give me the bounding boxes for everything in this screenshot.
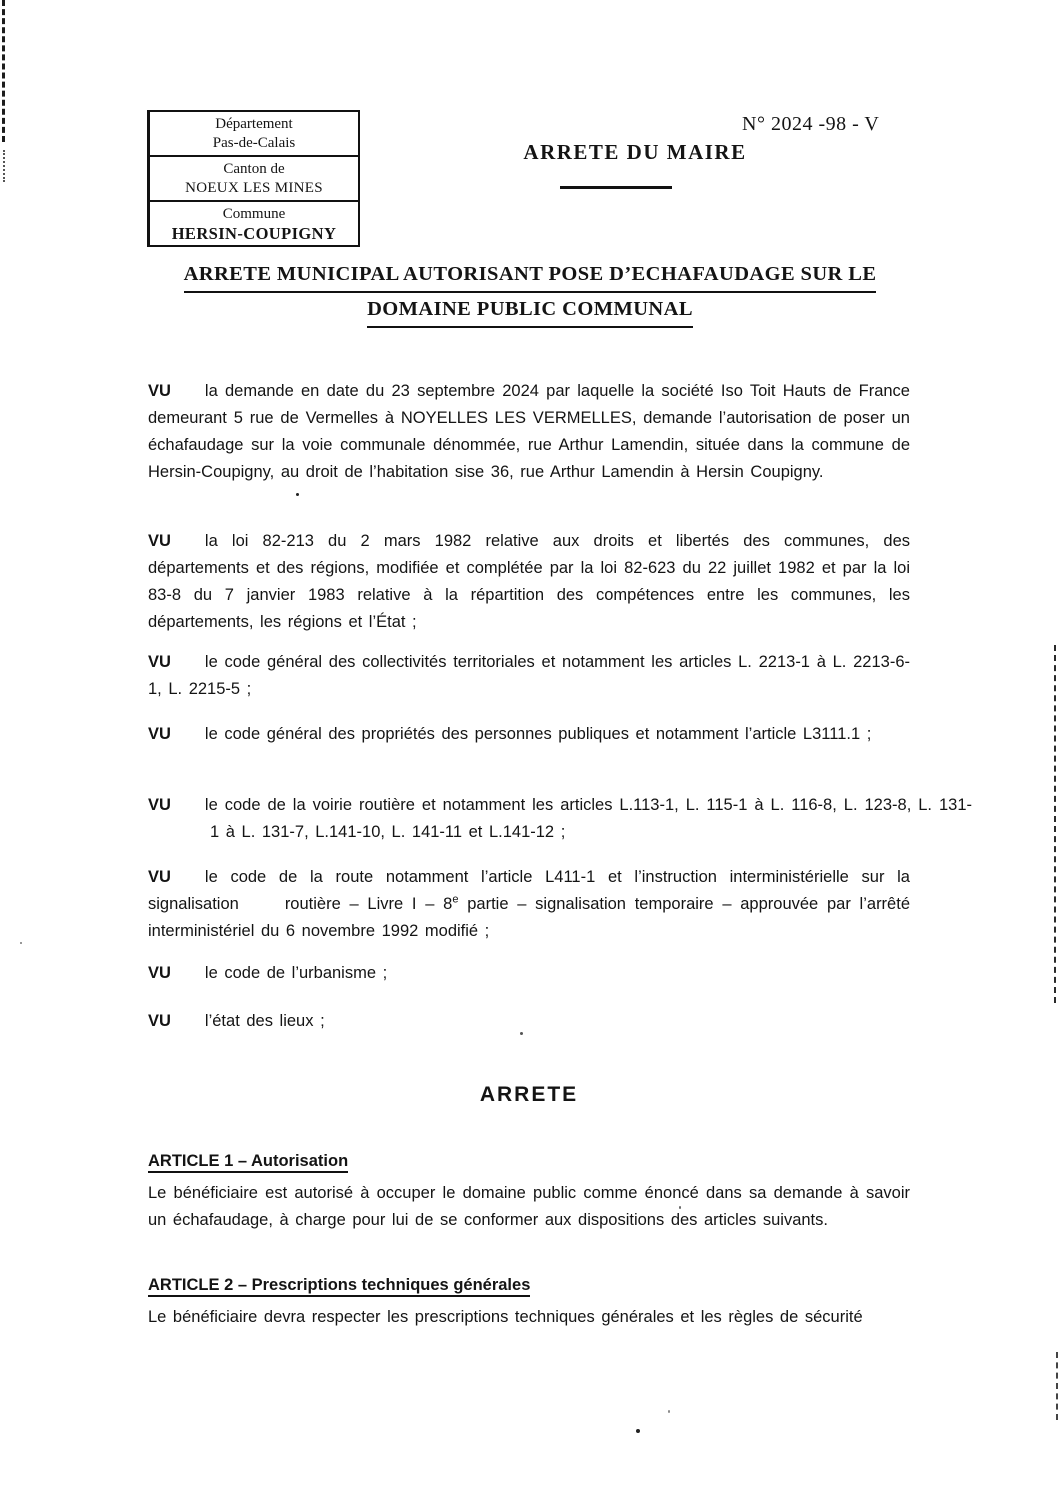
vu-text: l’état des lieux ;: [204, 1012, 325, 1030]
vu-paragraph-5: [148, 792, 972, 846]
article-1-body: Le bénéficiaire est autorisé à occuper le domaine public comme énoncé dans sa demande à savoir un échafaudage, à charge pour lui de se conformer aux dispositions des articles suivants.: [148, 1184, 910, 1229]
article-1-heading-text: ARTICLE 1 – Autorisation: [148, 1152, 348, 1173]
vu-text: le code de l’urbanisme ;: [204, 964, 388, 982]
vu-paragraph-8: [148, 1008, 910, 1035]
vu-text: routière – Livre I – 8: [284, 895, 453, 913]
vu-text: le code de la route notamment l’article L411-1 et l’instruction interministérielle sur la signalisation: [148, 868, 910, 913]
superscript-e: e: [452, 893, 459, 906]
vu-label: VU: [148, 653, 171, 671]
main-title: [120, 258, 940, 328]
canton-name: NOEUX LES MINES: [185, 179, 323, 196]
vu-text: la loi 82-213 du 2 mars 1982 relative aux droits et libertés des communes, des départements et des régions, modifiée et complétée par la loi 82-623 du 22 juillet 1982 et par la loi 83-8 du 7 janvier 1983 relative à la répartition des compétences entre les communes, les départements, les régions et l’État ;: [148, 532, 910, 631]
document-title: ARRETE DU MAIRE: [523, 140, 747, 164]
vu-label: VU: [148, 382, 171, 400]
vu-text: le code de la voirie routière et notamment les articles L.113-1, L. 115-1 à L. 116-8, L. 123-8, L. 131-1 à L. 131-7, L.141-10, L. 141-11 et L.141-12 ;: [204, 796, 972, 841]
vu-paragraph-3: [148, 649, 910, 703]
vu-paragraph-2: [148, 528, 910, 636]
scan-artifact-right-edge-2: [1056, 1352, 1058, 1420]
vu-label: VU: [148, 796, 171, 814]
arrete-heading: ARRETE: [479, 1083, 579, 1106]
scan-speck: [668, 1410, 670, 1413]
commune-label: Commune: [222, 205, 286, 222]
commune-cell: [150, 200, 358, 245]
vu-label: VU: [148, 964, 171, 982]
article-2-heading-text: ARTICLE 2 – Prescriptions techniques générales: [148, 1276, 530, 1297]
vu-text: le code général des propriétés des personnes publiques et notamment l’article L3111.1 ;: [204, 725, 872, 743]
scan-artifact-left-edge: [2, 0, 5, 142]
canton-cell: [150, 155, 358, 200]
vu-label: VU: [148, 532, 171, 550]
vu-paragraph-4: [148, 721, 910, 748]
department-info-box: [147, 110, 360, 247]
vu-paragraph-1: [148, 378, 910, 486]
department-name: Pas-de-Calais: [212, 134, 296, 151]
main-title-line1: ARRETE MUNICIPAL AUTORISANT POSE D’ECHAFAUDAGE SUR LE: [184, 258, 877, 293]
document-number: N° 2024 -98 - V: [742, 113, 880, 135]
scan-artifact-left-edge-2: [3, 150, 5, 182]
article-1-heading: [148, 1152, 910, 1171]
vu-label: VU: [148, 1012, 171, 1030]
vu-text: le code général des collectivités territoriales et notamment les articles L. 2213-1 à L. 2213-6-1, L. 2215-5 ;: [148, 653, 910, 698]
commune-name: HERSIN-COUPIGNY: [171, 223, 337, 243]
vu-label: VU: [148, 868, 171, 886]
scan-speck: [20, 942, 22, 944]
scan-speck: [636, 1429, 640, 1433]
scan-artifact-right-edge: [1054, 645, 1056, 1003]
vu-text: la demande en date du 23 septembre 2024 par laquelle la société Iso Toit Hauts de France demeurant 5 rue de Vermelles à NOYELLES LES VERMELLES, demande l’autorisation de poser un échafaudage sur la voie communale dénommée, rue Arthur Lamendin, située dans la commune de Hersin-Coupigny, au droit de l’habitation sise 36, rue Arthur Lamendin à Hersin Coupigny.: [148, 382, 910, 481]
vu-paragraph-6: [148, 864, 910, 945]
vu-text: partie – signalisation temporaire – approuvée par l’arrêté interministériel du 6 novembre 1992 modifié ;: [148, 895, 910, 940]
main-title-line2: DOMAINE PUBLIC COMMUNAL: [367, 293, 693, 328]
canton-label: Canton de: [223, 160, 285, 177]
article-2-body: Le bénéficiaire devra respecter les prescriptions techniques générales et les règles de sécurité: [148, 1308, 863, 1326]
department-cell: [150, 112, 358, 155]
vu-paragraph-7: [148, 960, 910, 987]
scan-speck: [296, 493, 299, 496]
department-label: Département: [215, 115, 293, 132]
title-rule: [560, 186, 672, 189]
article-2-heading: [148, 1276, 910, 1295]
vu-label: VU: [148, 725, 171, 743]
